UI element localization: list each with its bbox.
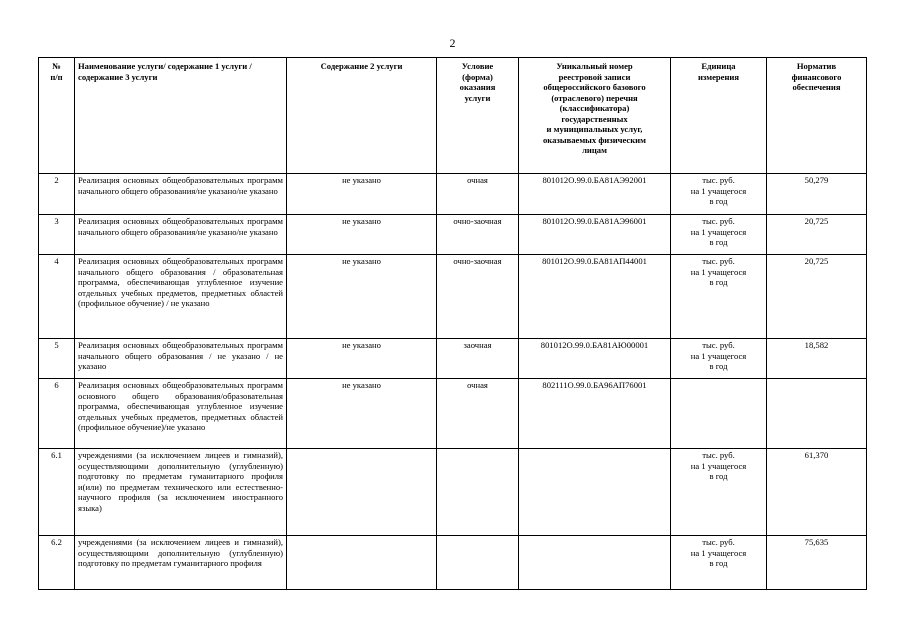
row-number: 3	[39, 215, 75, 255]
service-content2: не указано	[287, 379, 437, 449]
unit-of-measure	[671, 379, 767, 449]
table-row	[39, 255, 867, 339]
table-row	[39, 339, 867, 379]
page-number: 2	[449, 36, 456, 50]
table-row	[39, 379, 867, 449]
service-form: очно-заочная	[437, 255, 519, 339]
registry-code: 801012О.99.0.БА81АЭ96001	[519, 215, 671, 255]
table-row	[39, 215, 867, 255]
row-number: 6.1	[39, 449, 75, 536]
service-name: Реализация основных общеобразовательных программ начального общего образования / не указано / не указано	[75, 339, 287, 379]
registry-code: 801012О.99.0.БА81АЭ92001	[519, 174, 671, 215]
header-norm: Норматив финансового обеспечения	[767, 58, 867, 174]
service-content2: не указано	[287, 339, 437, 379]
registry-code: 801012О.99.0.БА81АП44001	[519, 255, 671, 339]
row-number: 4	[39, 255, 75, 339]
financing-norm: 20,725	[767, 255, 867, 339]
service-name: Реализация основных общеобразовательных программ начального общего образования/не указано/не указано	[75, 174, 287, 215]
service-name: Реализация основных общеобразовательных программ начального общего образования / образовательная программа, обеспечивающая углубленное изучение отдельных учебных предметов, предметных областей (профильное обучение) / не указано	[75, 255, 287, 339]
table-header-row	[39, 58, 867, 174]
row-number: 5	[39, 339, 75, 379]
financing-norm: 75,635	[767, 536, 867, 590]
table-row	[39, 536, 867, 590]
services-table	[38, 57, 867, 590]
unit-of-measure: тыс. руб. на 1 учащегося в год	[671, 449, 767, 536]
table-row	[39, 449, 867, 536]
service-name: Реализация основных общеобразовательных программ начального общего образования/не указано/не указано	[75, 215, 287, 255]
service-content2: не указано	[287, 174, 437, 215]
service-name: Реализация основных общеобразовательных программ основного общего образования/образовательная программа, обеспечивающая углубленное изучение отдельных учебных предметов, предметных областей (профильное обучение)/не указано	[75, 379, 287, 449]
service-form	[437, 536, 519, 590]
row-number: 2	[39, 174, 75, 215]
header-code: Уникальный номер реестровой записи общероссийского базового (отраслевого) перечня (классификатора) государственных и муниципальных услуг, оказываемых физическим лицам	[519, 58, 671, 174]
unit-of-measure: тыс. руб. на 1 учащегося в год	[671, 215, 767, 255]
financing-norm: 20,725	[767, 215, 867, 255]
unit-of-measure: тыс. руб. на 1 учащегося в год	[671, 536, 767, 590]
service-form: очно-заочная	[437, 215, 519, 255]
service-content2	[287, 536, 437, 590]
registry-code	[519, 449, 671, 536]
row-number: 6.2	[39, 536, 75, 590]
service-form: заочная	[437, 339, 519, 379]
financing-norm: 61,370	[767, 449, 867, 536]
service-name: учреждениями (за исключением лицеев и гимназий), осуществляющими дополнительную (углубленную) подготовку по предметам гуманитарного профиля и(или) по предметам технического или естественно-научного профиля (за исключением иностранного языка)	[75, 449, 287, 536]
registry-code: 802111О.99.0.БА96АП76001	[519, 379, 671, 449]
service-content2: не указано	[287, 255, 437, 339]
table-row	[39, 174, 867, 215]
header-num: № п/п	[39, 58, 75, 174]
service-name: учреждениями (за исключением лицеев и гимназий), осуществляющими дополнительную (углубленную) подготовку по предметам гуманитарного профиля	[75, 536, 287, 590]
header-form: Условие (форма) оказания услуги	[437, 58, 519, 174]
unit-of-measure: тыс. руб. на 1 учащегося в год	[671, 339, 767, 379]
unit-of-measure: тыс. руб. на 1 учащегося в год	[671, 255, 767, 339]
financing-norm	[767, 379, 867, 449]
header-name: Наименование услуги/ содержание 1 услуги / содержание 3 услуги	[75, 58, 287, 174]
registry-code	[519, 536, 671, 590]
registry-code: 801012О.99.0.БА81АЮ00001	[519, 339, 671, 379]
financing-norm: 50,279	[767, 174, 867, 215]
service-form	[437, 449, 519, 536]
financing-norm: 18,582	[767, 339, 867, 379]
service-form: очная	[437, 379, 519, 449]
service-content2: не указано	[287, 215, 437, 255]
service-content2	[287, 449, 437, 536]
header-content2: Содержание 2 услуги	[287, 58, 437, 174]
header-unit: Единица измерения	[671, 58, 767, 174]
service-form: очная	[437, 174, 519, 215]
unit-of-measure: тыс. руб. на 1 учащегося в год	[671, 174, 767, 215]
row-number: 6	[39, 379, 75, 449]
